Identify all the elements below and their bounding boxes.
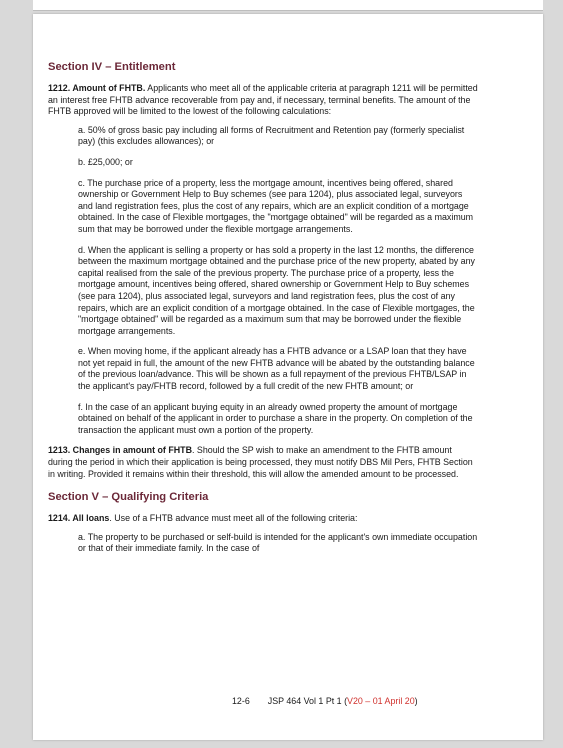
list-item-f: f. In the case of an applicant buying equity in an already owned property the amount of mortgage obtained on behalf of the applicant in order to purchase a share in the property. On completion of the transaction the applicant must own a portion of the property. [78,401,473,435]
paragraph-1214-text: . Use of a FHTB advance must meet all of the following criteria: [109,513,358,524]
section-iv-heading: Section IV – Entitlement [48,61,176,73]
list-item-e: e. When moving home, if the applicant already has a FHTB advance or a LSAP loan that they have not yet repaid in full, the amount of the new FHTB advance will be abated by the outstanding balance of the previous loan/advance. This will be shown as a full repayment of the previous FHTB/LSAP in the applicant's pay/FHTB record, followed by a full credit of the new FHTB amount; or [78,346,475,392]
section-v-heading: Section V – Qualifying Criteria [48,491,209,504]
paragraph-1212-text: Applicants who meet all of the applicable criteria at paragraph 1211 will be permitted an interest free FHTB advance recoverable from pay and, if necessary, terminal benefits. The amount of the FHTB approved will be limited to the lowest of the following calculations: [48,83,478,117]
list-item-b: b. £25,000; or [78,156,133,167]
version-date: V20 – 01 April 20 [347,696,415,706]
paragraph-1212 [48,83,478,118]
paragraph-1213-title: 1213. Changes in amount of FHTB [48,445,192,456]
previous-page-edge [33,0,543,11]
list-item-d: d. When the applicant is selling a property or has sold a property in the last 12 months, the difference between the maximum mortgage obtained and the purchase price of the new property, abated by any capital realised from the sale of the previous property. The purchase price of a property, less the mortgage amount, incentives being offered, shared ownership or Government Help to Buy schemes (see para 1204), plus associated legal, surveyors and land registration fees, plus the cost of any repairs, which are an explicit condition of a mortgage obtained. In the case of Flexible mortgages, the "mortgage obtained" will be regarded as a maximum sum that may be borrowed under the flexible mortgage arrangements. [78,244,475,336]
paragraph-1214 [48,513,478,525]
footer-close-paren: ) [414,696,418,706]
page-footer [232,696,418,706]
page-content [48,60,478,564]
page-number: 12-6 [232,696,250,706]
paragraph-1213 [48,445,478,480]
list-item-a: a. 50% of gross basic pay including all forms of Recruitment and Retention pay (formerly specialist pay) (this excludes allowances); or [78,124,465,147]
section-v-item-a: a. The property to be purchased or self-build is intended for the applicant's own immediate occupation or that of their immediate family. In the case of [78,531,478,554]
document-reference: JSP 464 Vol 1 Pt 1 ( [267,696,348,706]
paragraph-1214-title: 1214. All loans [48,513,110,524]
paragraph-1212-title: 1212. Amount of FHTB. [48,83,146,93]
paragraph-1213-text: . Should the SP wish to make an amendment to the FHTB amount during the period in which their application is being processed, they must notify DBS Mil Pers, FHTB Section in writing. Provided it remains within their threshold, this will allow the amended amount to be processed. [48,445,473,479]
list-item-c: c. The purchase price of a property, less the mortgage amount, incentives being offered, shared ownership or Government Help to Buy schemes (see para 1204), plus associated legal, surveyors and land registration fees, plus the cost of any repairs, which are an explicit condition of a mortgage obtained. In the case of Flexible mortgages, the "mortgage obtained" will be regarded as a maximum sum that may be borrowed under the flexible mortgage arrangements. [78,177,474,234]
